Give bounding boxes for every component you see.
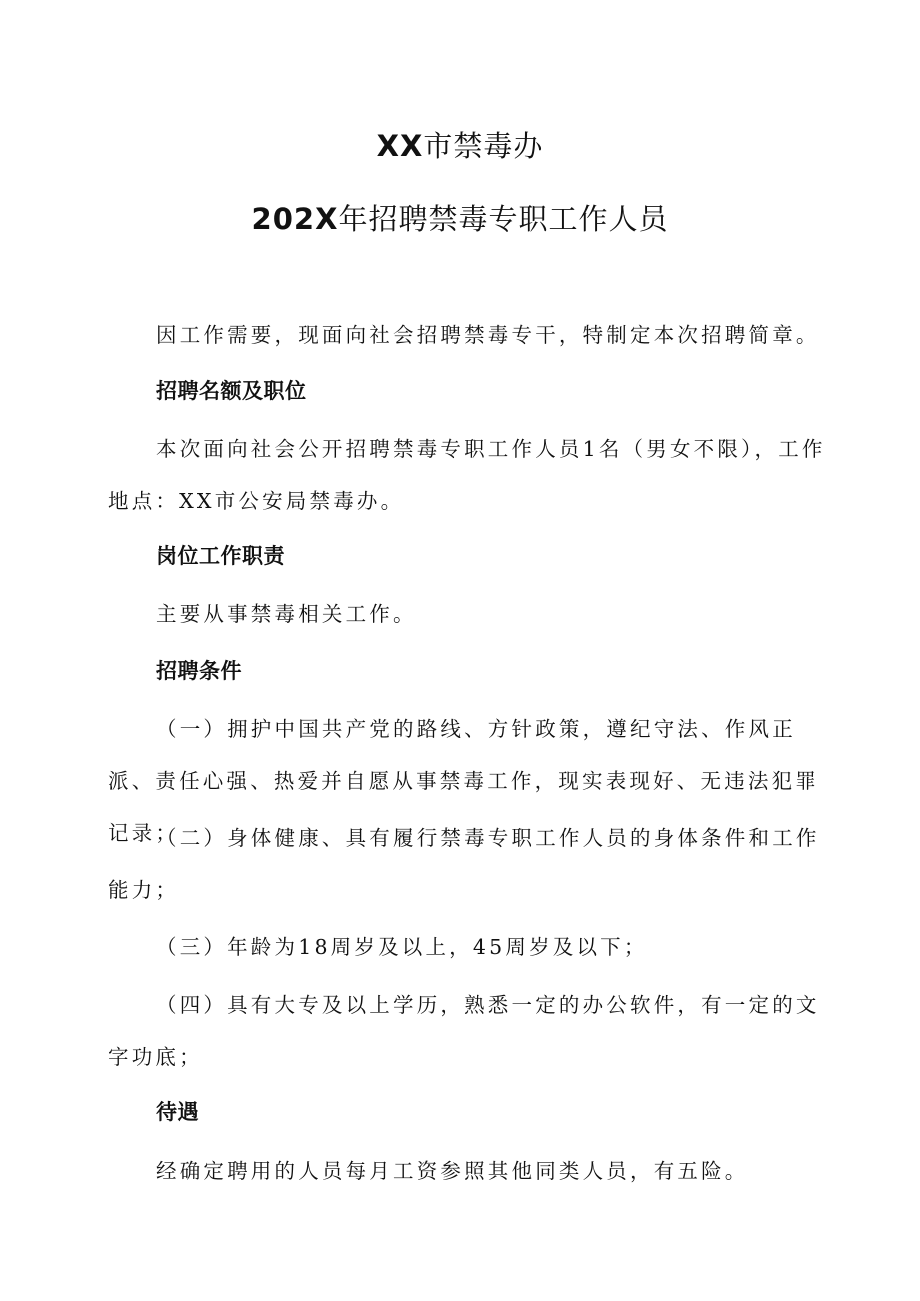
title-line-1-text: 市禁毒办 (423, 129, 544, 163)
section-heading-duties: 岗位工作职责 (156, 544, 285, 568)
title-line-1-prefix: XX (376, 129, 424, 163)
intro-paragraph: 因工作需要，现面向社会招聘禁毒专干，特制定本次招聘简章。 (156, 323, 820, 347)
positions-paragraph: 本次面向社会公开招聘禁毒专职工作人员1名（男女不限），工作地点：XX市公安局禁毒办。 (108, 437, 826, 513)
requirement-item-1: （一）拥护中国共产党的路线、方针政策，遵纪守法、作风正派、责任心强、热爱并自愿从事禁毒工作，现实表现好、无违法犯罪记录； (108, 717, 819, 845)
document-title-line-2 (0, 199, 920, 239)
requirement-item-2: （二）身体健康、具有履行禁毒专职工作人员的身体条件和工作能力； (108, 826, 820, 902)
title-line-2-prefix: 202X (251, 202, 339, 236)
section-heading-positions: 招聘名额及职位 (156, 379, 307, 403)
section-heading-requirements: 招聘条件 (156, 659, 242, 683)
requirement-item-3: （三）年龄为18周岁及以上，45周岁及以下； (156, 935, 648, 959)
duties-paragraph: 主要从事禁毒相关工作。 (156, 602, 417, 626)
benefits-paragraph: 经确定聘用的人员每月工资参照其他同类人员，有五险。 (156, 1159, 749, 1183)
title-line-2-text: 年招聘禁毒专职工作人员 (338, 202, 669, 236)
document-title-line-1 (0, 126, 920, 166)
requirement-item-4: （四）具有大专及以上学历，熟悉一定的办公软件，有一定的文字功底； (108, 993, 820, 1069)
section-heading-benefits: 待遇 (156, 1100, 199, 1124)
